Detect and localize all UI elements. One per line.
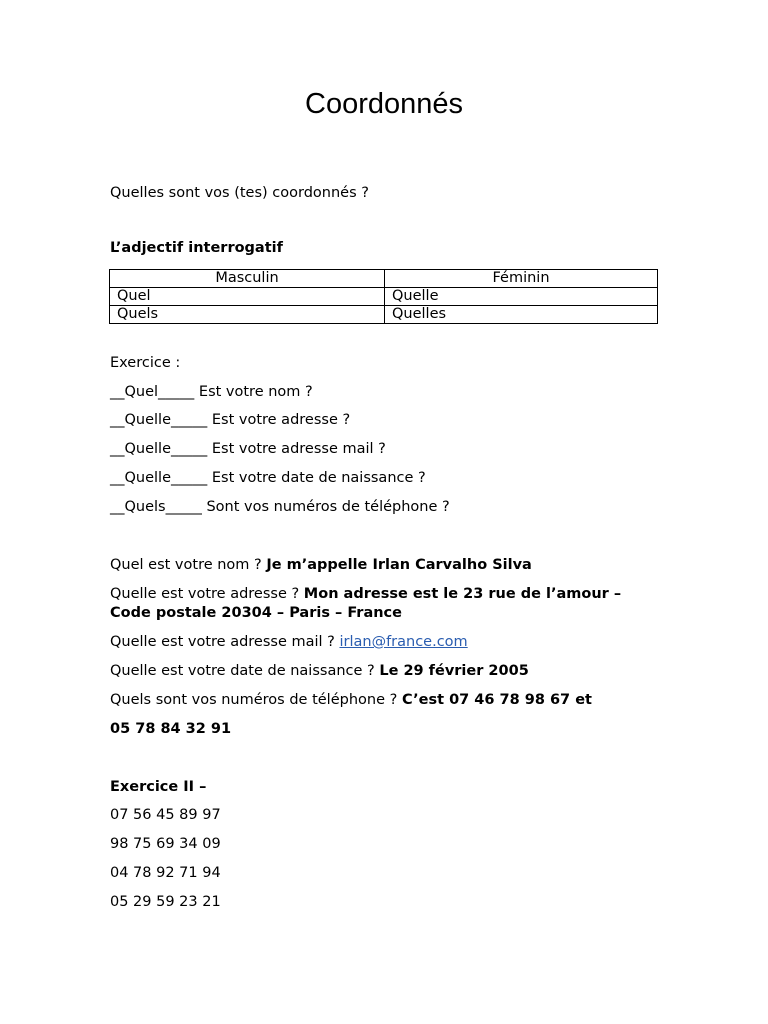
phone-number: 04 78 92 71 94 [110,865,221,881]
phone-number: 07 56 45 89 97 [110,807,221,823]
question-text: Quelle est votre adresse ? [110,586,300,602]
table-cell: Quelle [385,288,658,306]
table-header-row [110,270,658,288]
intro-question: Quelles sont vos (tes) coordonnés ? [110,185,369,201]
exercise2-label: Exercice II – [110,779,207,795]
answer-name [110,555,670,575]
exercise-item: __Quels_____ Sont vos numéros de téléphone ? [110,499,450,515]
exercise-item: __Quelle_____ Est votre adresse ? [110,412,351,428]
answer-phone [110,690,670,710]
exercise-item: __Quel_____ Est votre nom ? [110,384,313,400]
table-row [110,288,658,306]
answer-text: Mon adresse est le 23 rue de l’amour – [303,586,622,602]
question-text: Quel est votre nom ? [110,557,262,573]
answer-phone-continued: 05 78 84 32 91 [110,721,232,737]
table-cell: Quel [110,288,385,306]
answer-address-continued: Code postale 20304 – Paris – France [110,605,402,621]
exercise-item: __Quelle_____ Est votre date de naissance ? [110,470,426,486]
page-title: Coordonnés [305,88,463,120]
answer-text: Je m’appelle Irlan Carvalho Silva [266,557,532,573]
table-header-feminin: Féminin [385,270,658,288]
answer-address [110,584,670,604]
phone-number: 98 75 69 34 09 [110,836,221,852]
question-text: Quels sont vos numéros de téléphone ? [110,692,398,708]
table-cell: Quelles [385,306,658,324]
adjective-table [109,269,658,324]
exercise-label: Exercice : [110,355,181,371]
answer-birth [110,661,670,681]
answer-text: Le 29 février 2005 [379,663,529,679]
exercise-item: __Quelle_____ Est votre adresse mail ? [110,441,386,457]
table-cell: Quels [110,306,385,324]
phone-number: 05 29 59 23 21 [110,894,221,910]
table-header-masculin: Masculin [110,270,385,288]
answer-mail [110,632,670,652]
table-row [110,306,658,324]
question-text: Quelle est votre date de naissance ? [110,663,375,679]
email-link[interactable]: irlan@france.com [339,634,468,650]
answer-text: C’est 07 46 78 98 67 et [401,692,592,708]
section-heading: L’adjectif interrogatif [110,240,283,256]
question-text: Quelle est votre adresse mail ? [110,634,335,650]
